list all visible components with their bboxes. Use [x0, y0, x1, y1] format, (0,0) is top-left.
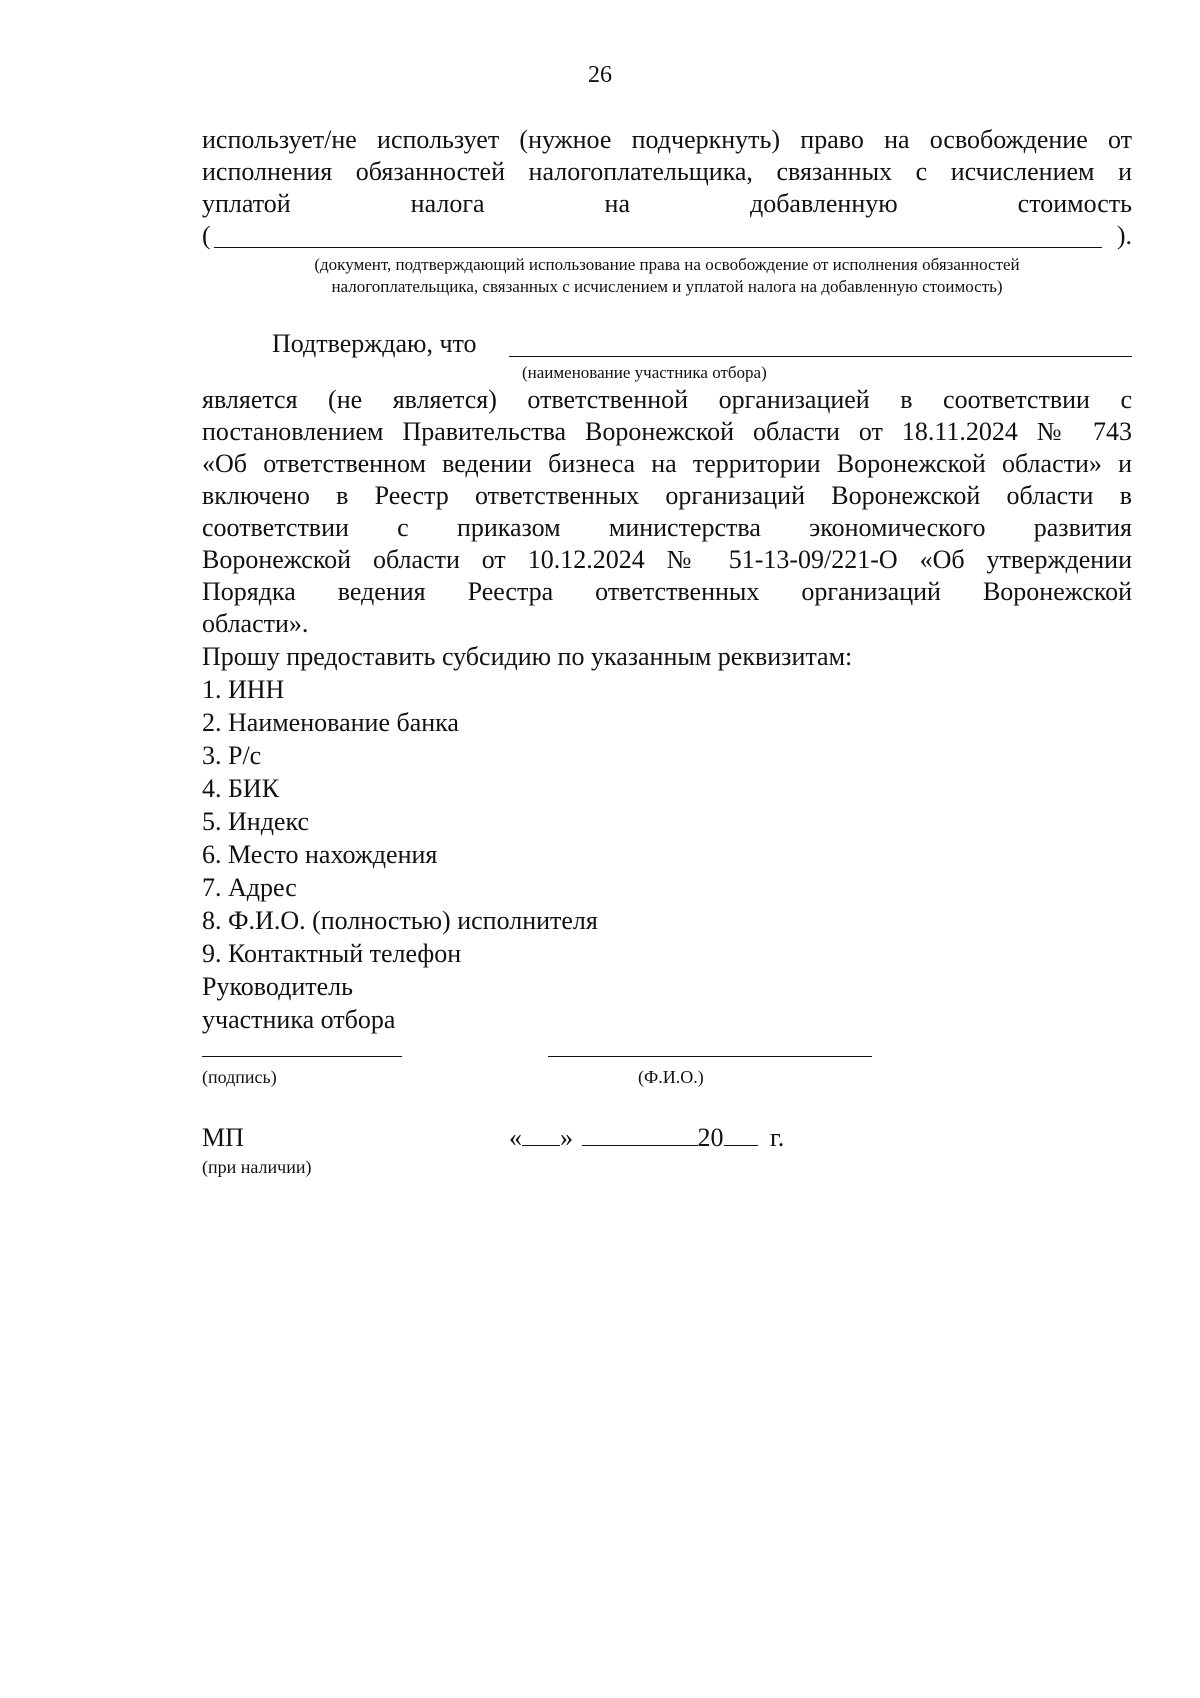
- month-blank[interactable]: [582, 1123, 698, 1146]
- list-item: 3. Р/с: [202, 741, 262, 770]
- confirm-row[interactable]: [202, 326, 1132, 362]
- date-open-quote: «: [509, 1123, 522, 1152]
- signature-underline[interactable]: [202, 1056, 402, 1057]
- fio-underline[interactable]: [548, 1056, 872, 1057]
- list-item: 8. Ф.И.О. (полностью) исполнителя: [202, 906, 598, 935]
- stamp-label: МП: [202, 1123, 244, 1152]
- intro-line-1: использует/не использует (нужное подчеркнуть) право на освобождение от: [202, 125, 1132, 154]
- year-blank[interactable]: [724, 1123, 758, 1146]
- day-blank[interactable]: [522, 1123, 560, 1146]
- year-prefix: 20: [697, 1123, 724, 1152]
- list-item: 5. Индекс: [202, 807, 309, 836]
- head-title-line-2: участника отбора: [202, 1005, 396, 1034]
- paren-open: (: [202, 221, 211, 250]
- list-item: 9. Контактный телефон: [202, 939, 462, 968]
- list-item: 7. Адрес: [202, 873, 297, 902]
- stamp-caption: (при наличии): [202, 1157, 312, 1177]
- document-blank-field[interactable]: [202, 220, 1132, 252]
- paren-close: ).: [1116, 221, 1132, 250]
- body-line: «Об ответственном ведении бизнеса на территории Воронежской области» и: [202, 449, 1132, 478]
- requisites-list: [202, 673, 1132, 1036]
- confirm-label: Подтверждаю, что: [272, 329, 477, 358]
- intro-line-2: исполнения обязанностей налогоплательщика, связанных с исчислением и: [202, 157, 1132, 186]
- participant-name-caption: (наименование участника отбора): [522, 363, 767, 382]
- year-suffix: г.: [770, 1123, 785, 1152]
- body-line: области».: [202, 609, 309, 638]
- participant-name-underline: [509, 356, 1132, 357]
- document-underline: [214, 247, 1102, 248]
- request-line: Прошу предоставить субсидию по указанным реквизитам:: [202, 642, 853, 671]
- list-item: 4. БИК: [202, 774, 280, 803]
- document-body: [202, 124, 1132, 1036]
- head-title-line-1: Руководитель: [202, 972, 353, 1001]
- body-line: включено в Реестр ответственных организаций Воронежской области в: [202, 481, 1132, 510]
- signature-caption: (подпись): [202, 1067, 277, 1087]
- body-line: является (не является) ответственной организацией в соответствии с: [202, 385, 1132, 414]
- date-close-quote: »: [560, 1123, 573, 1152]
- page-number: 26: [588, 62, 612, 88]
- date-field[interactable]: [509, 1122, 784, 1154]
- list-item: 2. Наименование банка: [202, 708, 459, 737]
- list-item: 1. ИНН: [202, 675, 285, 704]
- body-line: Порядка ведения Реестра ответственных организаций Воронежской: [202, 577, 1132, 606]
- fio-caption: (Ф.И.О.): [638, 1067, 704, 1087]
- signature-block: [202, 1056, 1132, 1186]
- document-note-line-2: налогоплательщика, связанных с исчислением и уплатой налога на добавленную стоимость): [331, 277, 1003, 296]
- body-line: постановлением Правительства Воронежской области от 18.11.2024 № 743: [202, 417, 1132, 446]
- intro-line-3: уплатой налога на добавленную стоимость: [202, 189, 1132, 218]
- document-note-line-1: (документ, подтверждающий использование права на освобождение от исполнения обязанностей: [314, 255, 1020, 274]
- list-item: 6. Место нахождения: [202, 840, 438, 869]
- body-line: соответствии с приказом министерства экономического развития: [202, 513, 1132, 542]
- body-line: Воронежской области от 10.12.2024 № 51-13-09/221-О «Об утверждении: [202, 545, 1132, 574]
